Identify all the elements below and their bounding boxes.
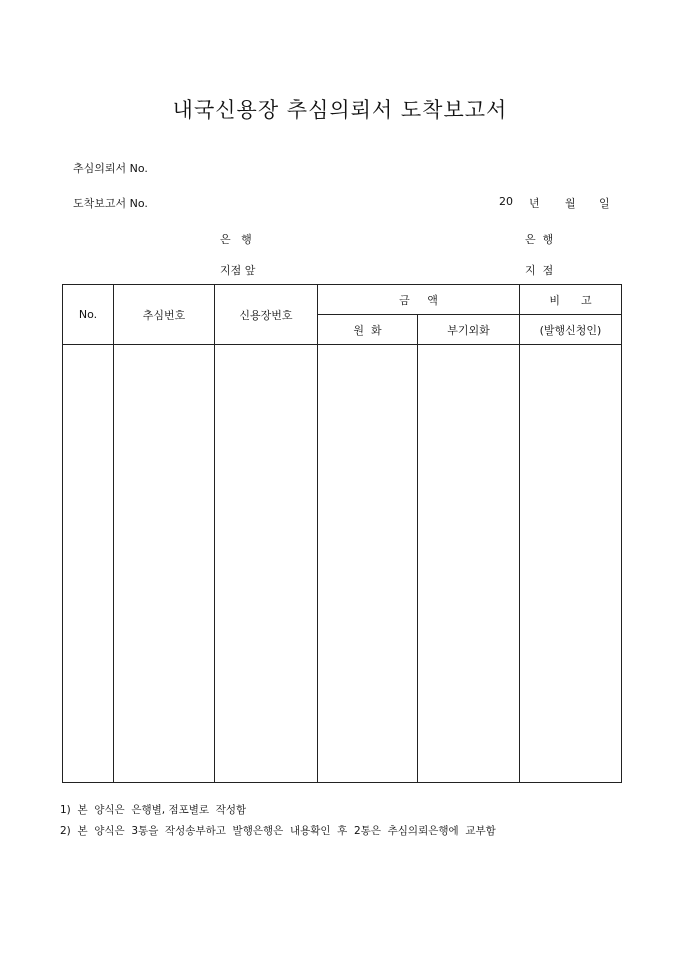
- sender-bank-label: 은 행: [525, 233, 554, 246]
- header-won: 원 화: [318, 315, 418, 345]
- recipient-branch-label: 지점 앞: [220, 264, 256, 277]
- page-title: 내국신용장 추심의뢰서 도착보고서: [172, 98, 508, 122]
- collection-no-label: 추심의뢰서 No.: [73, 162, 148, 175]
- report-no-label: 도착보고서 No.: [73, 197, 148, 210]
- date-year: 20: [499, 195, 513, 208]
- date-day-unit: 일: [599, 197, 610, 210]
- header-vat-foreign: 부기외화: [418, 315, 520, 345]
- date-month-unit: 월: [565, 197, 576, 210]
- body-cell-collection-number[interactable]: [114, 345, 215, 783]
- body-cell-won[interactable]: [318, 345, 418, 783]
- header-no: No.: [63, 285, 114, 345]
- body-cell-lc-number[interactable]: [215, 345, 318, 783]
- recipient-bank-label: 은 행: [220, 233, 252, 246]
- body-cell-no[interactable]: [63, 345, 114, 783]
- report-table: [62, 284, 622, 783]
- sender-branch-label: 지 점: [525, 264, 554, 277]
- note-1: 1) 본 양식은 은행별, 점포별로 작성함: [60, 804, 247, 816]
- header-remarks: 비 고: [520, 285, 622, 315]
- header-lc-number: 신용장번호: [215, 285, 318, 345]
- header-collection-number: 추심번호: [114, 285, 215, 345]
- header-issuer-applicant: (발행신청인): [520, 315, 622, 345]
- body-cell-remarks[interactable]: [520, 345, 622, 783]
- note-2: 2) 본 양식은 3통을 작성송부하고 발행은행은 내용확인 후 2통은 추심의뢰은행에 교부함: [60, 825, 496, 837]
- header-amount: 금 액: [318, 285, 520, 315]
- date-year-unit: 년: [529, 197, 540, 210]
- body-cell-vat-foreign[interactable]: [418, 345, 520, 783]
